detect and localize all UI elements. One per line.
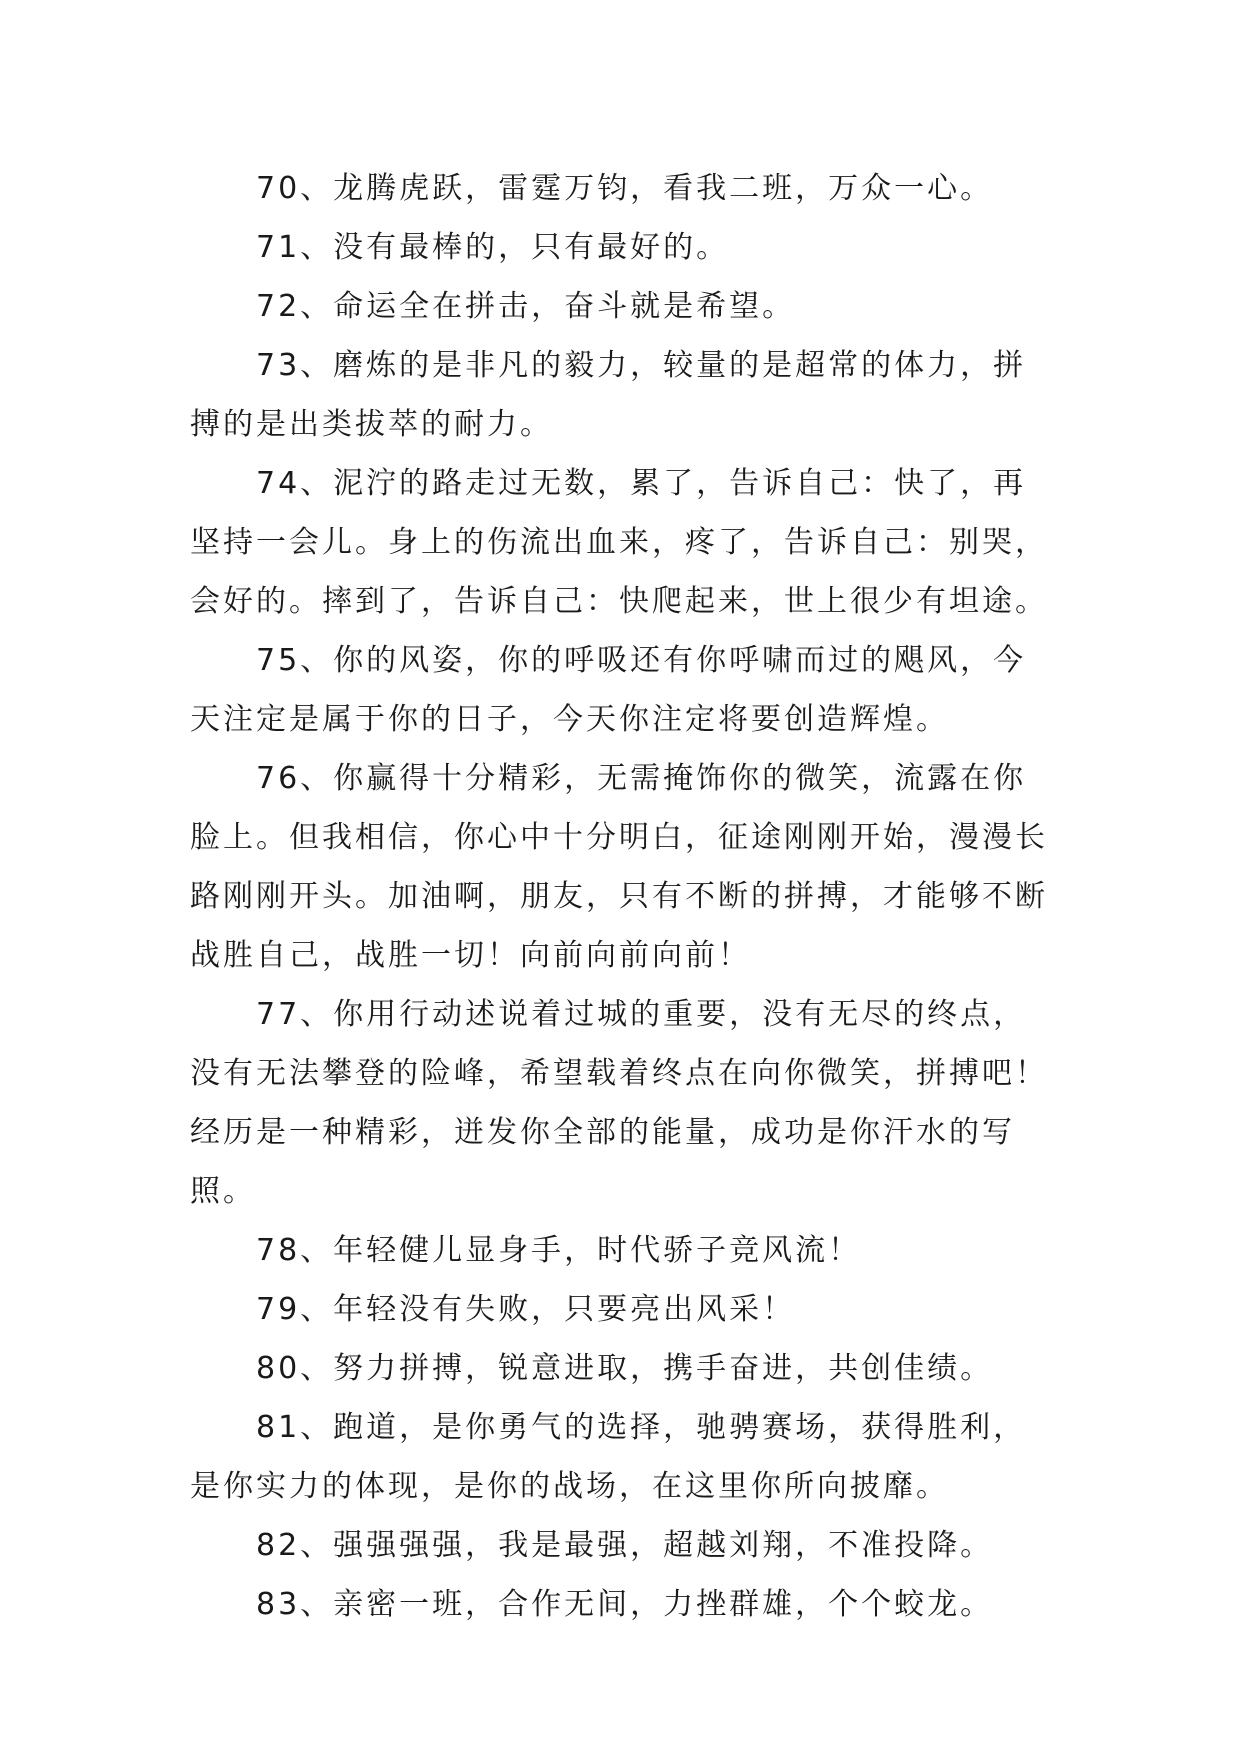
paragraph-83: 83、亲密一班，合作无间，力挫群雄，个个蛟龙。: [256, 1587, 994, 1622]
paragraph-70: 70、龙腾虎跃，雷霆万钧，看我二班，万众一心。: [256, 171, 994, 206]
paragraph-81: 81、跑道，是你勇气的选择，驰骋赛场，获得胜利，是你实力的体现，是你的战场，在这里你所向披靡。: [190, 1410, 1027, 1504]
paragraph-78: 78、年轻健儿显身手，时代骄子竞风流！: [256, 1233, 862, 1268]
paragraph-76: 76、你赢得十分精彩，无需掩饰你的微笑，流露在你脸上。但我相信，你心中十分明白，征途刚刚开始，漫漫长路刚刚开头。加油啊，朋友，只有不断的拼搏，才能够不断战胜自己，战胜一切！向前向前向前！: [190, 761, 1048, 973]
paragraph-75: 75、你的风姿，你的呼吸还有你呼啸而过的飓风，今天注定是属于你的日子，今天你注定将要创造辉煌。: [190, 643, 1027, 737]
paragraph-73: 73、磨炼的是非凡的毅力，较量的是超常的体力，拼搏的是出类拔萃的耐力。: [190, 348, 1027, 442]
paragraph-77: 77、你用行动述说着过城的重要，没有无尽的终点，没有无法攀登的险峰，希望载着终点在向你微笑，拼搏吧！经历是一种精彩，迸发你全部的能量，成功是你汗水的写照。: [190, 997, 1048, 1209]
paragraph-80: 80、努力拼搏，锐意进取，携手奋进，共创佳绩。: [256, 1351, 994, 1386]
document-body: [190, 159, 1050, 1634]
paragraph-74: 74、泥泞的路走过无数，累了，告诉自己：快了，再坚持一会儿。身上的伤流出血来，疼了，告诉自己：别哭，会好的。摔到了，告诉自己：快爬起来，世上很少有坦途。: [190, 466, 1048, 619]
paragraph-82: 82、强强强强，我是最强，超越刘翔，不准投降。: [256, 1528, 994, 1563]
paragraph-72: 72、命运全在拼击，奋斗就是希望。: [256, 289, 796, 324]
paragraph-71: 71、没有最棒的，只有最好的。: [256, 230, 730, 265]
paragraph-79: 79、年轻没有失败，只要亮出风采！: [256, 1292, 796, 1327]
